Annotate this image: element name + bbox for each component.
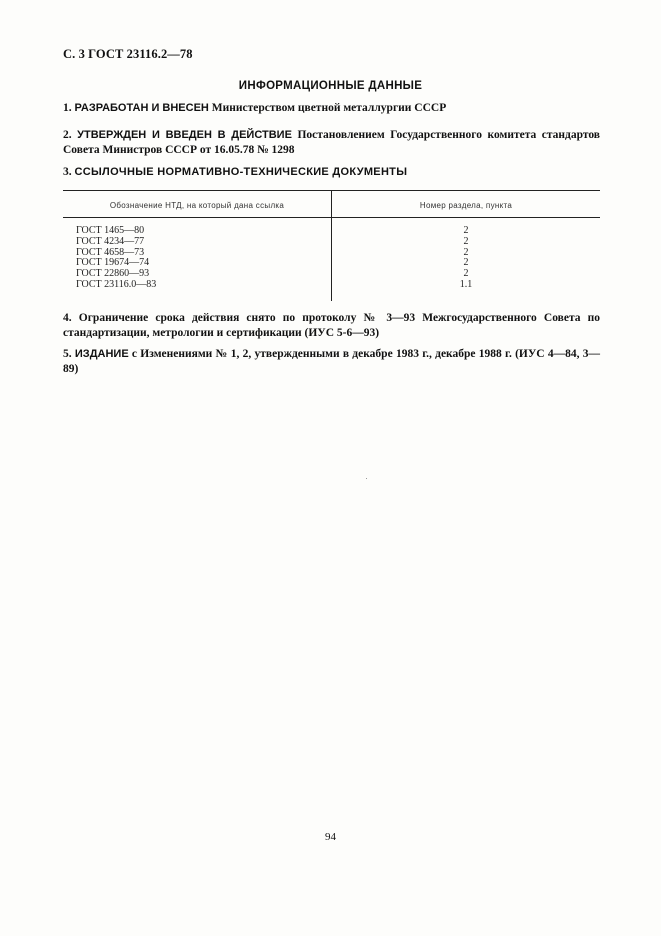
item-lead: РАЗРАБОТАН И ВНЕСЕН bbox=[74, 102, 209, 114]
table-cell-section: 2 bbox=[463, 246, 469, 258]
table-cell-document: ГОСТ 1465—80 bbox=[76, 225, 145, 236]
table-row bbox=[63, 280, 600, 291]
table-cell-section: 1.1 bbox=[459, 278, 473, 290]
item-number: 2. bbox=[63, 129, 72, 141]
table-header-document: Обозначение НТД, на который дана ссылка bbox=[109, 201, 285, 210]
item-text: с Изменениями № 1, 2, утвержденными в декабре 1983 г., декабре 1988 г. (ИУС 4—84, 3—89) bbox=[63, 348, 601, 375]
info-item-1 bbox=[63, 101, 600, 116]
item-text: Министерством цветной металлургии СССР bbox=[211, 102, 447, 114]
table-cell-document: ГОСТ 19674—74 bbox=[76, 257, 150, 269]
item-number: 5. bbox=[63, 348, 72, 360]
page-header: С. 3 ГОСТ 23116.2—78 bbox=[63, 47, 193, 61]
info-item-5 bbox=[63, 347, 600, 377]
table-cell-document: ГОСТ 4234—77 bbox=[76, 235, 145, 247]
item-lead: ИЗДАНИЕ bbox=[74, 348, 129, 360]
item-number: 1. bbox=[63, 102, 72, 114]
info-item-3 bbox=[63, 165, 600, 180]
table-cell-section: 2 bbox=[463, 225, 469, 236]
table-row bbox=[63, 237, 600, 248]
table-body bbox=[63, 226, 600, 291]
item-text: Постановлением Государственного комитета стандартов Совета Министров СССР от 16.05.78 № 1298 bbox=[63, 129, 601, 156]
references-table bbox=[63, 190, 600, 301]
item-number: 3. bbox=[63, 166, 72, 178]
item-number: 4. bbox=[63, 312, 72, 324]
table-cell-document: ГОСТ 23116.0—83 bbox=[76, 278, 157, 290]
table-header-section: Номер раздела, пункта bbox=[419, 201, 513, 210]
table-cell-document: ГОСТ 4658—73 bbox=[76, 246, 145, 258]
scan-speck bbox=[366, 478, 367, 479]
info-item-2 bbox=[63, 128, 600, 158]
item-text: Ограничение срока действия снято по протоколу № 3—93 Межгосударственного Совета по стандартизации, метрологии и сертификации (ИУС 5-6—93) bbox=[63, 312, 601, 339]
item-lead: УТВЕРЖДЕН И ВВЕДЕН В ДЕЙСТВИЕ bbox=[77, 129, 292, 141]
table-cell-section: 2 bbox=[463, 268, 469, 280]
table-cell-document: ГОСТ 22860—93 bbox=[76, 268, 150, 280]
table-cell-section: 2 bbox=[463, 257, 469, 269]
item-lead: ССЫЛОЧНЫЕ НОРМАТИВНО-ТЕХНИЧЕСКИЕ ДОКУМЕНТЫ bbox=[74, 166, 408, 178]
page-number: 94 bbox=[325, 831, 336, 843]
info-item-4 bbox=[63, 311, 600, 341]
table-cell-section: 2 bbox=[463, 235, 469, 247]
section-title: ИНФОРМАЦИОННЫЕ ДАННЫЕ bbox=[238, 80, 423, 92]
